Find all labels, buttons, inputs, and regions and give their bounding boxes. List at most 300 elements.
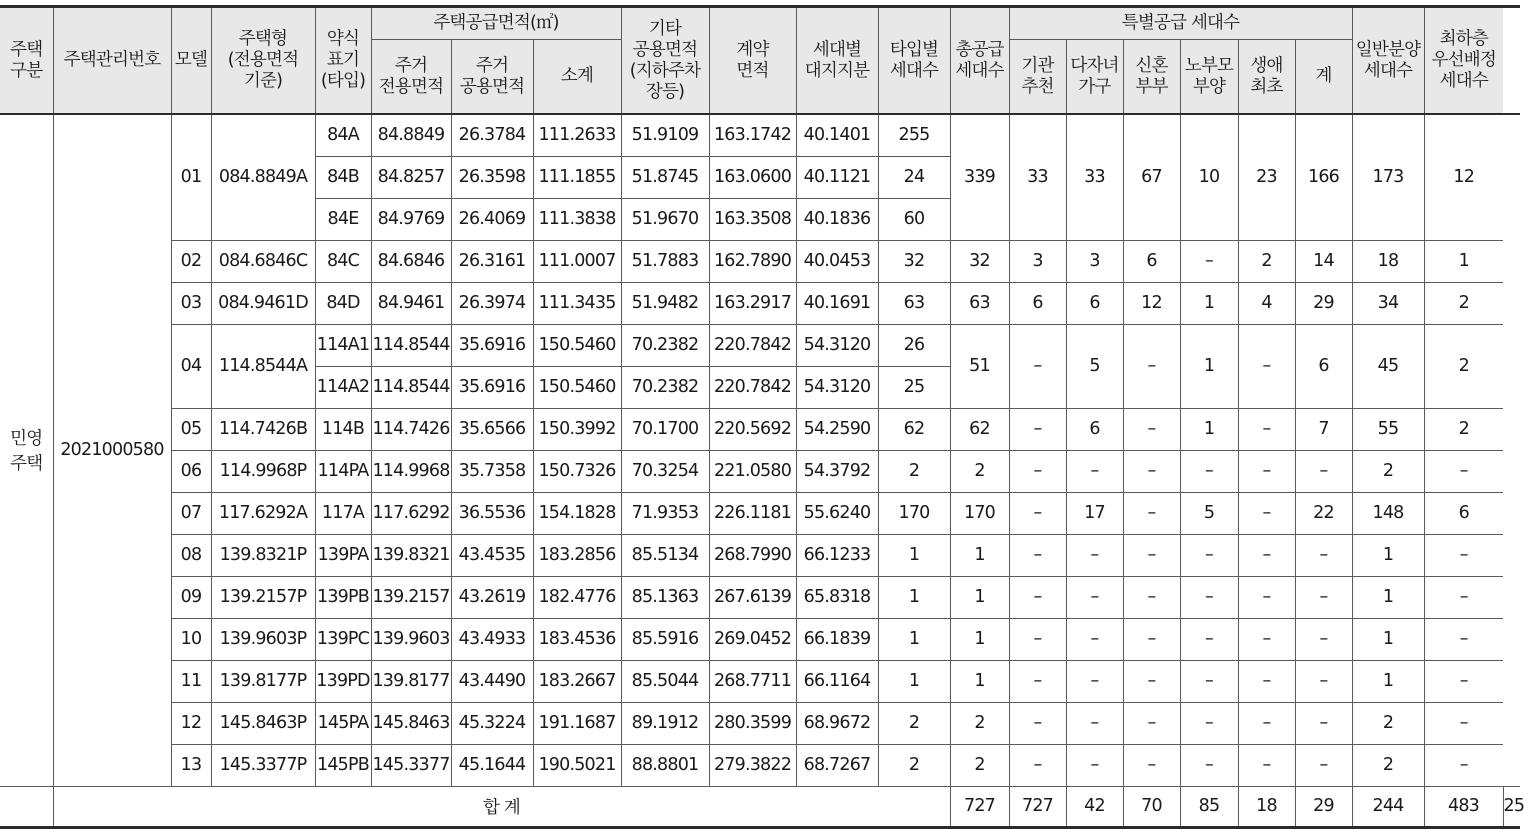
elderly-parent-cell: 1 [1180,282,1238,324]
newlywed-cell: – [1123,660,1180,702]
contract-area-cell: 220.7842 [709,366,796,408]
newlywed-cell: 12 [1123,282,1180,324]
total-supply-cell: 170 [950,492,1009,534]
newlywed-cell: 67 [1123,114,1180,240]
abbr-cell: 84B [315,156,371,198]
elderly-parent-cell: – [1180,702,1238,744]
table-row [0,408,1520,450]
header-first-time [1238,40,1295,115]
other-common-area-cell: 51.8745 [621,156,709,198]
exclusive-area-cell: 84.6846 [371,240,451,282]
model-cell: 03 [171,282,211,324]
land-share-cell: 40.1401 [796,114,878,156]
institution-cell: – [1009,492,1066,534]
exclusive-area-cell: 114.7426 [371,408,451,450]
totals-blank-cell [0,786,53,827]
subtotal-cell: 111.0007 [533,240,621,282]
lowest-floor-cell: 1 [1424,240,1503,282]
table-row [0,702,1520,744]
lowest-floor-cell: 12 [1424,114,1503,240]
institution-cell: 33 [1009,114,1066,240]
abbr-cell: 139PC [315,618,371,660]
table-row [0,618,1520,660]
exclusive-area-cell: 139.8177 [371,660,451,702]
text-line: 세대수 [1363,60,1413,81]
common-area-cell: 35.6916 [451,324,533,366]
units-by-type-cell: 25 [878,366,950,408]
general-sale-cell: 2 [1352,744,1424,786]
text-line: 구분 [10,60,43,81]
text-line: 최하층 [1439,29,1488,49]
other-common-area-cell: 70.2382 [621,366,709,408]
multi-child-cell: – [1066,660,1123,702]
subtotal-cell: 150.5460 [533,366,621,408]
header-supply-area: 주택공급면적(㎡) [371,7,621,40]
other-common-area-cell: 51.9670 [621,198,709,240]
lowest-floor-cell: 6 [1424,492,1503,534]
text-line: 생애 [1250,55,1283,76]
exclusive-area-cell: 114.9968 [371,450,451,492]
common-area-cell: 26.3784 [451,114,533,156]
model-cell: 13 [171,744,211,786]
text-line: 다자녀 [1070,55,1119,76]
first-time-cell: 23 [1238,114,1295,240]
units-by-type-cell: 2 [878,450,950,492]
header-subtotal: 소계 [533,40,621,115]
common-area-cell: 35.6916 [451,366,533,408]
special-sum-cell: – [1295,660,1352,702]
other-common-area-cell: 70.2382 [621,324,709,366]
elderly-parent-cell: 1 [1180,324,1238,408]
house-type-cell: 114.7426B [211,408,315,450]
management-number-cell: 2021000580 [53,114,171,786]
total-supply-cell: 1 [950,660,1009,702]
institution-cell: – [1009,450,1066,492]
other-common-area-cell: 70.1700 [621,408,709,450]
special-sum-cell: – [1295,702,1352,744]
subtotal-cell: 111.3435 [533,282,621,324]
abbr-cell: 139PD [315,660,371,702]
units-by-type-cell: 24 [878,156,950,198]
land-share-cell: 66.1164 [796,660,878,702]
general-sale-cell: 1 [1352,576,1424,618]
units-by-type-cell: 26 [878,324,950,366]
abbr-cell: 114PA [315,450,371,492]
text-line: 민영 [10,429,43,450]
common-area-cell: 43.2619 [451,576,533,618]
common-area-cell: 26.3974 [451,282,533,324]
total-supply-cell: 2 [950,450,1009,492]
housing-type-cell [0,114,53,786]
institution-cell: 3 [1009,240,1066,282]
special-sum-cell: 6 [1295,324,1352,408]
total-supply-cell: 339 [950,114,1009,240]
header-model: 모델 [171,7,211,115]
other-common-area-cell: 71.9353 [621,492,709,534]
text-line: 면적 [736,60,769,81]
totals-multi-child-cell: 70 [1123,786,1180,827]
model-cell: 07 [171,492,211,534]
units-by-type-cell: 170 [878,492,950,534]
totals-elderly-cell: 18 [1238,786,1295,827]
units-by-type-cell: 60 [878,198,950,240]
multi-child-cell: – [1066,576,1123,618]
exclusive-area-cell: 117.6292 [371,492,451,534]
totals-special-sum-cell: 244 [1352,786,1424,827]
other-common-area-cell: 85.5134 [621,534,709,576]
newlywed-cell: – [1123,618,1180,660]
first-time-cell: – [1238,324,1295,408]
other-common-area-cell: 85.5916 [621,618,709,660]
newlywed-cell: – [1123,576,1180,618]
total-supply-cell: 62 [950,408,1009,450]
exclusive-area-cell: 145.3377 [371,744,451,786]
exclusive-area-cell: 84.8849 [371,114,451,156]
newlywed-cell: – [1123,492,1180,534]
general-sale-cell: 2 [1352,450,1424,492]
land-share-cell: 40.1121 [796,156,878,198]
text-line: 추천 [1021,76,1054,97]
total-supply-cell: 51 [950,324,1009,408]
multi-child-cell: – [1066,744,1123,786]
institution-cell: – [1009,744,1066,786]
institution-cell: – [1009,408,1066,450]
lowest-floor-cell: – [1424,576,1503,618]
text-line: 주택형 [238,29,288,49]
table-row [0,660,1520,702]
subtotal-cell: 111.2633 [533,114,621,156]
abbr-cell: 114A2 [315,366,371,408]
multi-child-cell: – [1066,618,1123,660]
total-supply-cell: 1 [950,534,1009,576]
multi-child-cell: 6 [1066,408,1123,450]
newlywed-cell: – [1123,450,1180,492]
subtotal-cell: 183.2856 [533,534,621,576]
text-line: 주택 [10,454,43,475]
first-time-cell: – [1238,618,1295,660]
special-sum-cell: 22 [1295,492,1352,534]
contract-area-cell: 267.6139 [709,576,796,618]
institution-cell: – [1009,324,1066,408]
lowest-floor-cell: – [1424,534,1503,576]
header-land-share [796,7,878,115]
multi-child-cell: 6 [1066,282,1123,324]
subtotal-cell: 191.1687 [533,702,621,744]
first-time-cell: 2 [1238,240,1295,282]
special-sum-cell: – [1295,534,1352,576]
house-type-cell: 114.8544A [211,324,315,408]
land-share-cell: 54.3120 [796,366,878,408]
contract-area-cell: 280.3599 [709,702,796,744]
house-type-cell: 145.3377P [211,744,315,786]
units-by-type-cell: 2 [878,744,950,786]
other-common-area-cell: 51.9109 [621,114,709,156]
contract-area-cell: 220.5692 [709,408,796,450]
house-type-cell: 145.8463P [211,702,315,744]
first-time-cell: – [1238,408,1295,450]
table-body [0,114,1524,827]
special-sum-cell: – [1295,576,1352,618]
first-time-cell: – [1238,744,1295,786]
newlywed-cell: – [1123,324,1180,408]
institution-cell: – [1009,702,1066,744]
exclusive-area-cell: 139.2157 [371,576,451,618]
subtotal-cell: 183.4536 [533,618,621,660]
special-sum-cell: – [1295,618,1352,660]
header-other-common-area [621,7,709,115]
special-sum-cell: 7 [1295,408,1352,450]
subtotal-cell: 150.5460 [533,324,621,366]
abbr-cell: 114B [315,408,371,450]
newlywed-cell: – [1123,408,1180,450]
contract-area-cell: 226.1181 [709,492,796,534]
first-time-cell: – [1238,492,1295,534]
text-line: 노부모 [1184,55,1234,76]
general-sale-cell: 34 [1352,282,1424,324]
other-common-area-cell: 70.3254 [621,450,709,492]
text-line: (전용면적 [227,50,299,70]
general-sale-cell: 173 [1352,114,1424,240]
house-type-cell: 084.6846C [211,240,315,282]
multi-child-cell: 5 [1066,324,1123,408]
multi-child-cell: – [1066,702,1123,744]
general-sale-cell: 2 [1352,702,1424,744]
contract-area-cell: 279.3822 [709,744,796,786]
common-area-cell: 26.3161 [451,240,533,282]
lowest-floor-cell: 2 [1424,324,1503,408]
first-time-cell: – [1238,702,1295,744]
text-line: 기관 [1021,55,1054,76]
common-area-cell: 26.4069 [451,198,533,240]
house-type-cell: 139.2157P [211,576,315,618]
first-time-cell: – [1238,660,1295,702]
text-line: 대지지분 [804,60,870,81]
text-line: 세대별 [812,39,862,60]
general-sale-cell: 1 [1352,618,1424,660]
total-supply-cell: 1 [950,576,1009,618]
abbr-cell: 84D [315,282,371,324]
header-total-supply [950,7,1009,115]
subtotal-cell: 183.2667 [533,660,621,702]
housing-supply-table [0,5,1524,829]
institution-cell: – [1009,534,1066,576]
elderly-parent-cell: – [1180,576,1238,618]
other-common-area-cell: 51.9482 [621,282,709,324]
abbr-cell: 139PA [315,534,371,576]
lowest-floor-cell: – [1424,618,1503,660]
institution-cell: – [1009,618,1066,660]
general-sale-cell: 1 [1352,534,1424,576]
totals-label: 합 계 [53,786,950,827]
house-type-cell: 114.9968P [211,450,315,492]
contract-area-cell: 268.7990 [709,534,796,576]
header-newlywed [1123,40,1180,115]
contract-area-cell: 163.0600 [709,156,796,198]
model-cell: 02 [171,240,211,282]
text-line: 일반분양 [1355,39,1421,60]
units-by-type-cell: 1 [878,660,950,702]
lowest-floor-cell: – [1424,450,1503,492]
table-row [0,240,1520,282]
special-sum-cell: – [1295,744,1352,786]
land-share-cell: 66.1839 [796,618,878,660]
total-supply-cell: 2 [950,744,1009,786]
units-by-type-cell: 1 [878,576,950,618]
common-area-cell: 45.1644 [451,744,533,786]
text-line: 부양 [1192,76,1226,97]
lowest-floor-cell: – [1424,660,1503,702]
multi-child-cell: 33 [1066,114,1123,240]
common-area-cell: 26.3598 [451,156,533,198]
exclusive-area-cell: 114.8544 [371,324,451,366]
table-row [0,114,1520,156]
elderly-parent-cell: 5 [1180,492,1238,534]
text-line: 표기 [326,50,360,70]
exclusive-area-cell: 84.8257 [371,156,451,198]
model-cell: 12 [171,702,211,744]
house-type-cell: 139.8321P [211,534,315,576]
abbr-cell: 117A [315,492,371,534]
totals-institution-cell: 42 [1066,786,1123,827]
first-time-cell: 4 [1238,282,1295,324]
elderly-parent-cell: 10 [1180,114,1238,240]
special-sum-cell: 29 [1295,282,1352,324]
common-area-cell: 45.3224 [451,702,533,744]
subtotal-cell: 154.1828 [533,492,621,534]
text-line: (지하주차 [629,60,701,81]
other-common-area-cell: 85.5044 [621,660,709,702]
header-contract-area [709,7,796,115]
table-row [0,576,1520,618]
common-area-cell: 43.4490 [451,660,533,702]
model-cell: 01 [171,114,211,240]
header-lowest-floor [1424,7,1503,115]
common-area-cell: 35.6566 [451,408,533,450]
institution-cell: – [1009,660,1066,702]
units-by-type-cell: 32 [878,240,950,282]
land-share-cell: 66.1233 [796,534,878,576]
table-row [0,492,1520,534]
text-line: 부부 [1135,76,1168,97]
exclusive-area-cell: 84.9769 [371,198,451,240]
common-area-cell: 35.7358 [451,450,533,492]
text-line: 신혼 [1135,55,1168,76]
multi-child-cell: – [1066,450,1123,492]
lowest-floor-cell: – [1424,702,1503,744]
lowest-floor-cell: 2 [1424,282,1503,324]
totals-lowest-cell: 25 [1503,786,1520,827]
text-line: 계약 [736,39,769,60]
header-management-number: 주택관리번호 [53,7,171,115]
text-line: 가구 [1078,76,1111,97]
text-line: 주거 [394,55,428,76]
model-cell: 05 [171,408,211,450]
model-cell: 04 [171,324,211,408]
exclusive-area-cell: 139.9603 [371,618,451,660]
subtotal-cell: 150.3992 [533,408,621,450]
elderly-parent-cell: 1 [1180,408,1238,450]
exclusive-area-cell: 139.8321 [371,534,451,576]
table-row [0,450,1520,492]
abbr-cell: 84E [315,198,371,240]
general-sale-cell: 45 [1352,324,1424,408]
contract-area-cell: 163.1742 [709,114,796,156]
special-sum-cell: – [1295,450,1352,492]
contract-area-cell: 269.0452 [709,618,796,660]
abbr-cell: 139PB [315,576,371,618]
total-supply-cell: 32 [950,240,1009,282]
land-share-cell: 40.0453 [796,240,878,282]
text-line: 주거 [475,55,509,76]
text-line: 세대수 [1439,71,1488,91]
text-line: 총공급 [955,39,1004,60]
newlywed-cell: 6 [1123,240,1180,282]
exclusive-area-cell: 145.8463 [371,702,451,744]
header-housing-type [0,7,53,115]
units-by-type-cell: 2 [878,702,950,744]
table-header [0,7,1520,115]
general-sale-cell: 1 [1352,660,1424,702]
multi-child-cell: 17 [1066,492,1123,534]
total-supply-cell: 2 [950,702,1009,744]
exclusive-area-cell: 114.8544 [371,366,451,408]
units-by-type-cell: 1 [878,534,950,576]
units-by-type-cell: 1 [878,618,950,660]
other-common-area-cell: 89.1912 [621,702,709,744]
general-sale-cell: 148 [1352,492,1424,534]
text-line: 공용면적 [632,39,698,60]
header-institution [1009,40,1066,115]
totals-general-cell: 483 [1424,786,1503,827]
model-cell: 08 [171,534,211,576]
header-special-sum: 계 [1295,40,1352,115]
elderly-parent-cell: – [1180,450,1238,492]
units-by-type-cell: 62 [878,408,950,450]
totals-units-cell: 727 [950,786,1009,827]
text-line: 우선배정 [1431,50,1496,70]
newlywed-cell: – [1123,534,1180,576]
model-cell: 10 [171,618,211,660]
first-time-cell: – [1238,534,1295,576]
land-share-cell: 40.1836 [796,198,878,240]
special-sum-cell: 166 [1295,114,1352,240]
lowest-floor-cell: 2 [1424,408,1503,450]
text-line: 기준) [243,71,283,91]
subtotal-cell: 111.3838 [533,198,621,240]
model-cell: 06 [171,450,211,492]
text-line: 주택 [10,39,43,60]
abbr-cell: 145PB [315,744,371,786]
general-sale-cell: 55 [1352,408,1424,450]
land-share-cell: 68.9672 [796,702,878,744]
institution-cell: – [1009,576,1066,618]
header-special-supply: 특별공급 세대수 [1009,7,1352,40]
header-elderly-parent [1180,40,1238,115]
contract-area-cell: 220.7842 [709,324,796,366]
header-exclusive-area [371,40,451,115]
text-line: 타입별 [889,39,939,60]
land-share-cell: 54.3792 [796,450,878,492]
contract-area-cell: 268.7711 [709,660,796,702]
elderly-parent-cell: – [1180,534,1238,576]
lowest-floor-cell: – [1424,744,1503,786]
contract-area-cell: 221.0580 [709,450,796,492]
common-area-cell: 36.5536 [451,492,533,534]
common-area-cell: 43.4535 [451,534,533,576]
house-type-cell: 139.8177P [211,660,315,702]
model-cell: 09 [171,576,211,618]
table-row [0,744,1520,786]
